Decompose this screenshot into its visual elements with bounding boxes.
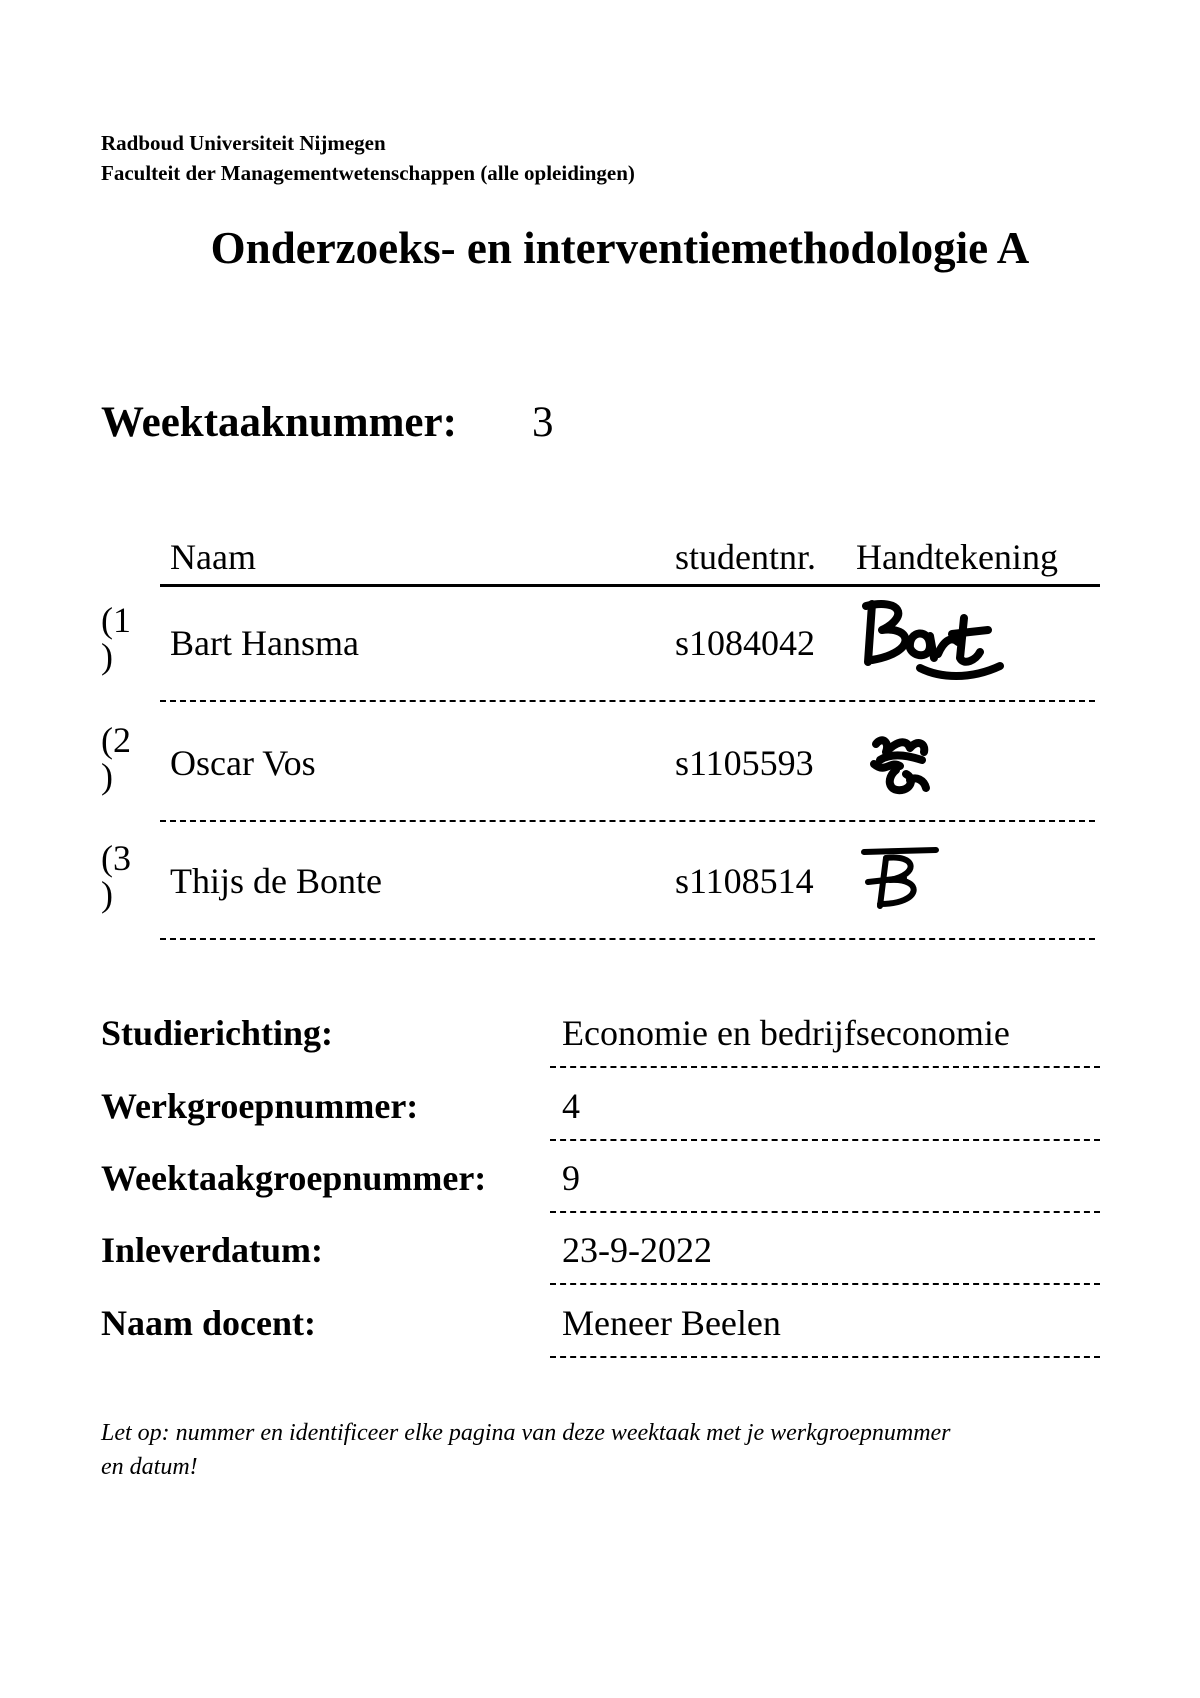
field-line: [550, 1211, 1100, 1213]
faculty-name: Faculteit der Managementwetenschappen (alle opleidingen): [101, 161, 635, 185]
student-name: Thijs de Bonte: [170, 861, 382, 901]
field-value-inleverdatum: 23-9-2022: [562, 1230, 712, 1270]
student-number: s1084042: [675, 623, 816, 663]
row-number: (3 ): [101, 838, 131, 914]
field-label-inleverdatum: Inleverdatum:: [101, 1230, 323, 1270]
header-underline: [160, 584, 1100, 587]
row-number: (2 ): [101, 720, 131, 796]
student-number: s1105593: [675, 743, 814, 783]
footer-note: Let op: nummer en identificeer elke pagina van deze weektaak met je werkgroepnummer en datum!: [101, 1420, 951, 1480]
signature-oscar: [866, 730, 938, 802]
field-label-weektaakgroepnummer: Weektaakgroepnummer:: [101, 1158, 487, 1198]
weektaak-label: Weektaaknummer:: [101, 399, 457, 446]
header-naam: Naam: [170, 537, 256, 577]
row-number: (1 ): [101, 600, 131, 676]
row-divider: [160, 700, 1095, 702]
field-value-naam-docent: Meneer Beelen: [562, 1303, 781, 1343]
student-name: Oscar Vos: [170, 743, 316, 783]
field-value-weektaakgroepnummer: 9: [562, 1158, 580, 1198]
field-label-naam-docent: Naam docent:: [101, 1303, 316, 1343]
student-number: s1108514: [675, 861, 814, 901]
field-label-studierichting: Studierichting:: [101, 1013, 334, 1053]
signature-thijs: [860, 844, 942, 912]
field-line: [550, 1066, 1100, 1068]
field-line: [550, 1283, 1100, 1285]
field-line: [550, 1356, 1100, 1358]
field-line: [550, 1139, 1100, 1141]
university-name: Radboud Universiteit Nijmegen: [101, 131, 386, 155]
header-handtekening: Handtekening: [856, 537, 1058, 577]
row-divider: [160, 938, 1095, 940]
weektaak-value: 3: [532, 399, 554, 446]
student-name: Bart Hansma: [170, 623, 359, 663]
field-value-studierichting: Economie en bedrijfseconomie: [562, 1013, 1010, 1053]
field-value-werkgroepnummer: 4: [562, 1086, 580, 1126]
header-studentnr: studentnr.: [675, 537, 816, 577]
course-title: Onderzoeks- en interventiemethodologie A: [210, 223, 1030, 273]
signature-bart: [860, 596, 1010, 688]
field-label-werkgroepnummer: Werkgroepnummer:: [101, 1086, 419, 1126]
row-divider: [160, 820, 1095, 822]
